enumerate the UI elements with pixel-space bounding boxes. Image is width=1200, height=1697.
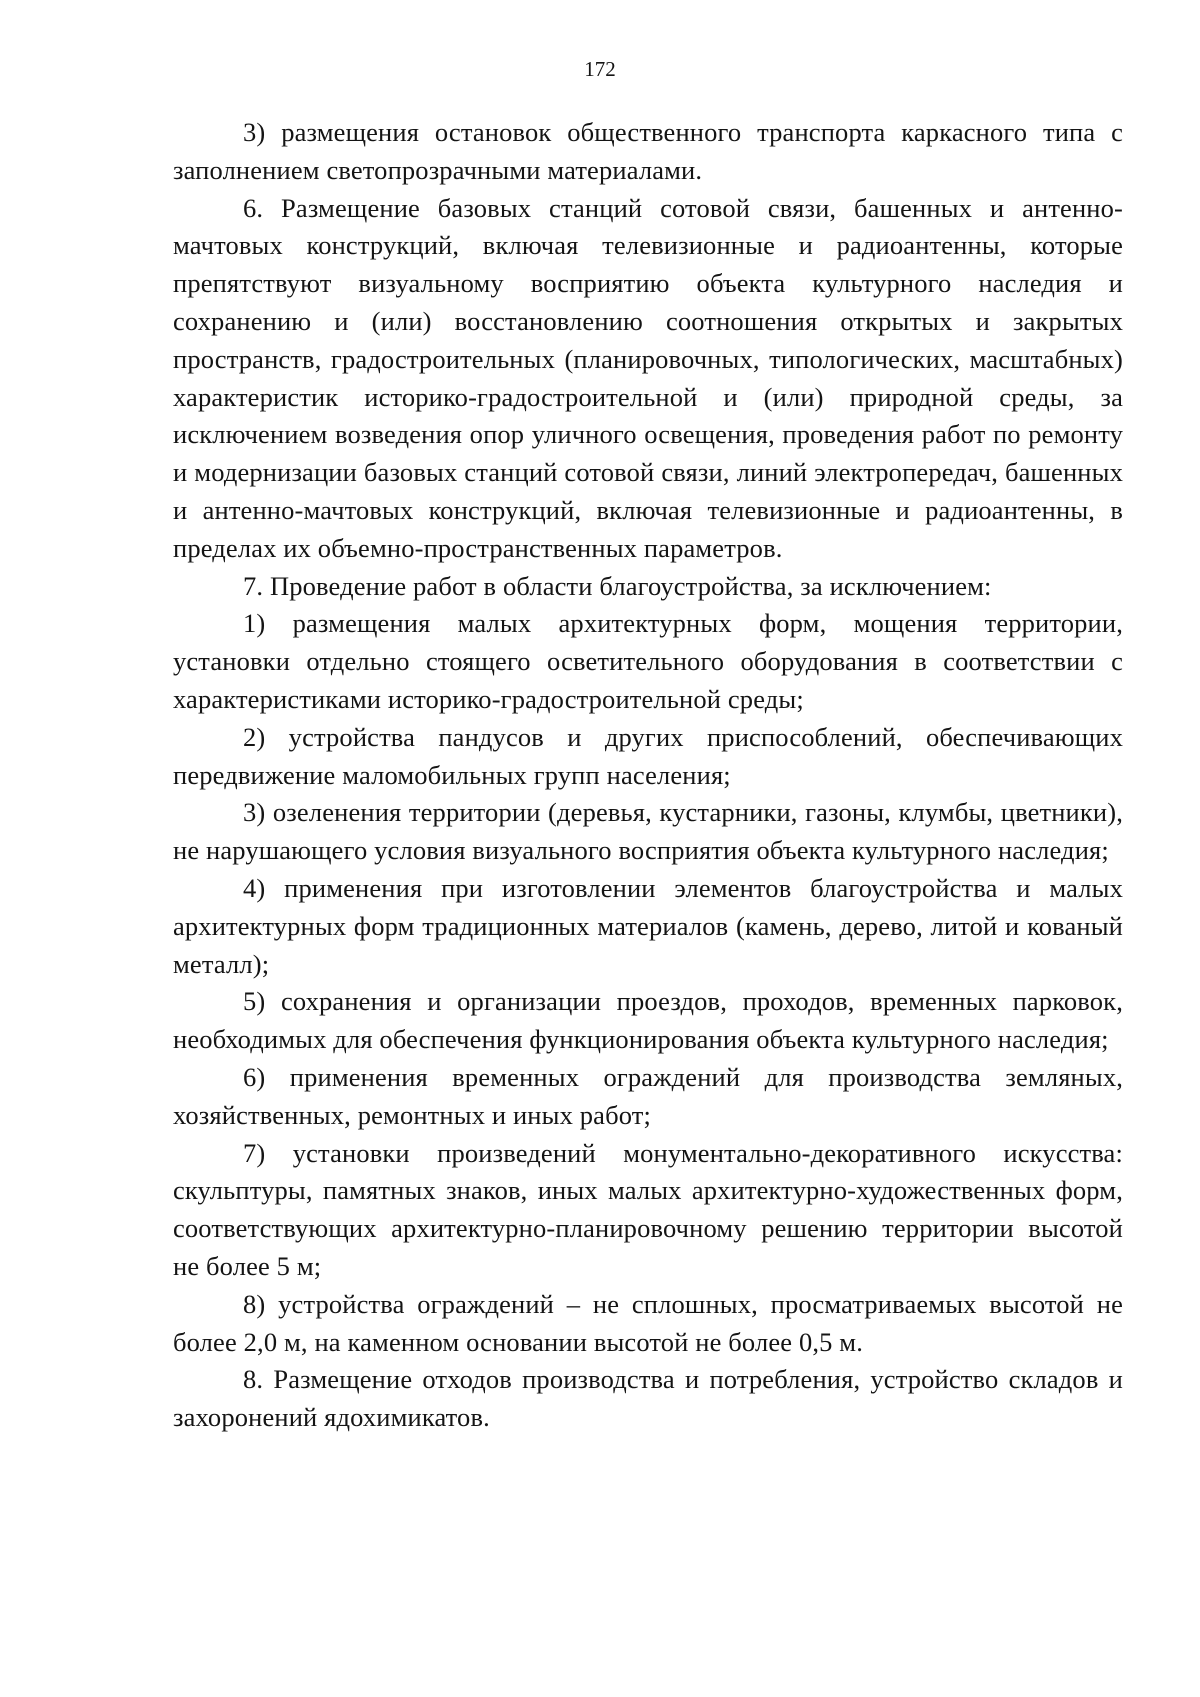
document-body <box>173 114 1123 1437</box>
paragraph-3-transport-stops: 3) размещения остановок общественного транспорта каркасного типа с заполнением светопрозрачными материалами. <box>173 117 1123 185</box>
paragraph-8-waste: 8. Размещение отходов производства и потребления, устройство складов и захоронений ядохимикатов. <box>173 1364 1123 1433</box>
paragraph-7-5-passages: 5) сохранения и организации проездов, проходов, временных парковок, необходимых для обеспечения функционирования объекта культурного наследия; <box>173 986 1123 1055</box>
paragraph-7-2-ramps: 2) устройства пандусов и других приспособлений, обеспечивающих передвижение маломобильных групп населения; <box>173 721 1123 790</box>
paragraph-7-landscaping: 7. Проведение работ в области благоустройства, за исключением: <box>243 570 992 601</box>
paragraph-6-base-stations: 6. Размещение базовых станций сотовой связи, башенных и антенно-мачтовых конструкций, включая телевизионные и радиоантенны, которые препятствуют визуальному восприятию объекта культурного наследия и сохранению и (или) восстановлению соотношения открытых и закрытых пространств, градостроительных (планировочных, типологических, масштабных) характеристик историко-градостроительной и (или) природной среды, за исключением возведения опор уличного освещения, проведения работ по ремонту и модернизации базовых станций сотовой связи, линий электропередач, башенных и антенно-мачтовых конструкций, включая телевизионные и радиоантенны, в пределах их объемно-пространственных параметров. <box>173 192 1123 563</box>
page-number: 172 <box>584 57 616 81</box>
paragraph-7-4-materials: 4) применения при изготовлении элементов благоустройства и малых архитектурных форм традиционных материалов (камень, дерево, литой и кованый металл); <box>173 872 1123 979</box>
paragraph-7-7-monumental-art: 7) установки произведений монументально-декоративного искусства: скульптуры, памятных знаков, иных малых архитектурно-художественных форм, соответствующих архитектурно-планировочному решению территории высотой не более 5 м; <box>173 1137 1123 1281</box>
paragraph-7-6-temporary-fences: 6) применения временных ограждений для производства земляных, хозяйственных, ремонтных и иных работ; <box>173 1061 1123 1130</box>
paragraph-7-3-greening: 3) озеленения территории (деревья, кустарники, газоны, клумбы, цветники), не нарушающего условия визуального восприятия объекта культурного наследия; <box>173 797 1123 866</box>
paragraph-7-1-small-forms: 1) размещения малых архитектурных форм, мощения территории, установки отдельно стоящего осветительного оборудования в соответствии с характеристиками историко-градостроительной среды; <box>173 608 1123 714</box>
paragraph-7-8-fences: 8) устройства ограждений – не сплошных, просматриваемых высотой не более 2,0 м, на каменном основании высотой не более 0,5 м. <box>173 1288 1123 1357</box>
